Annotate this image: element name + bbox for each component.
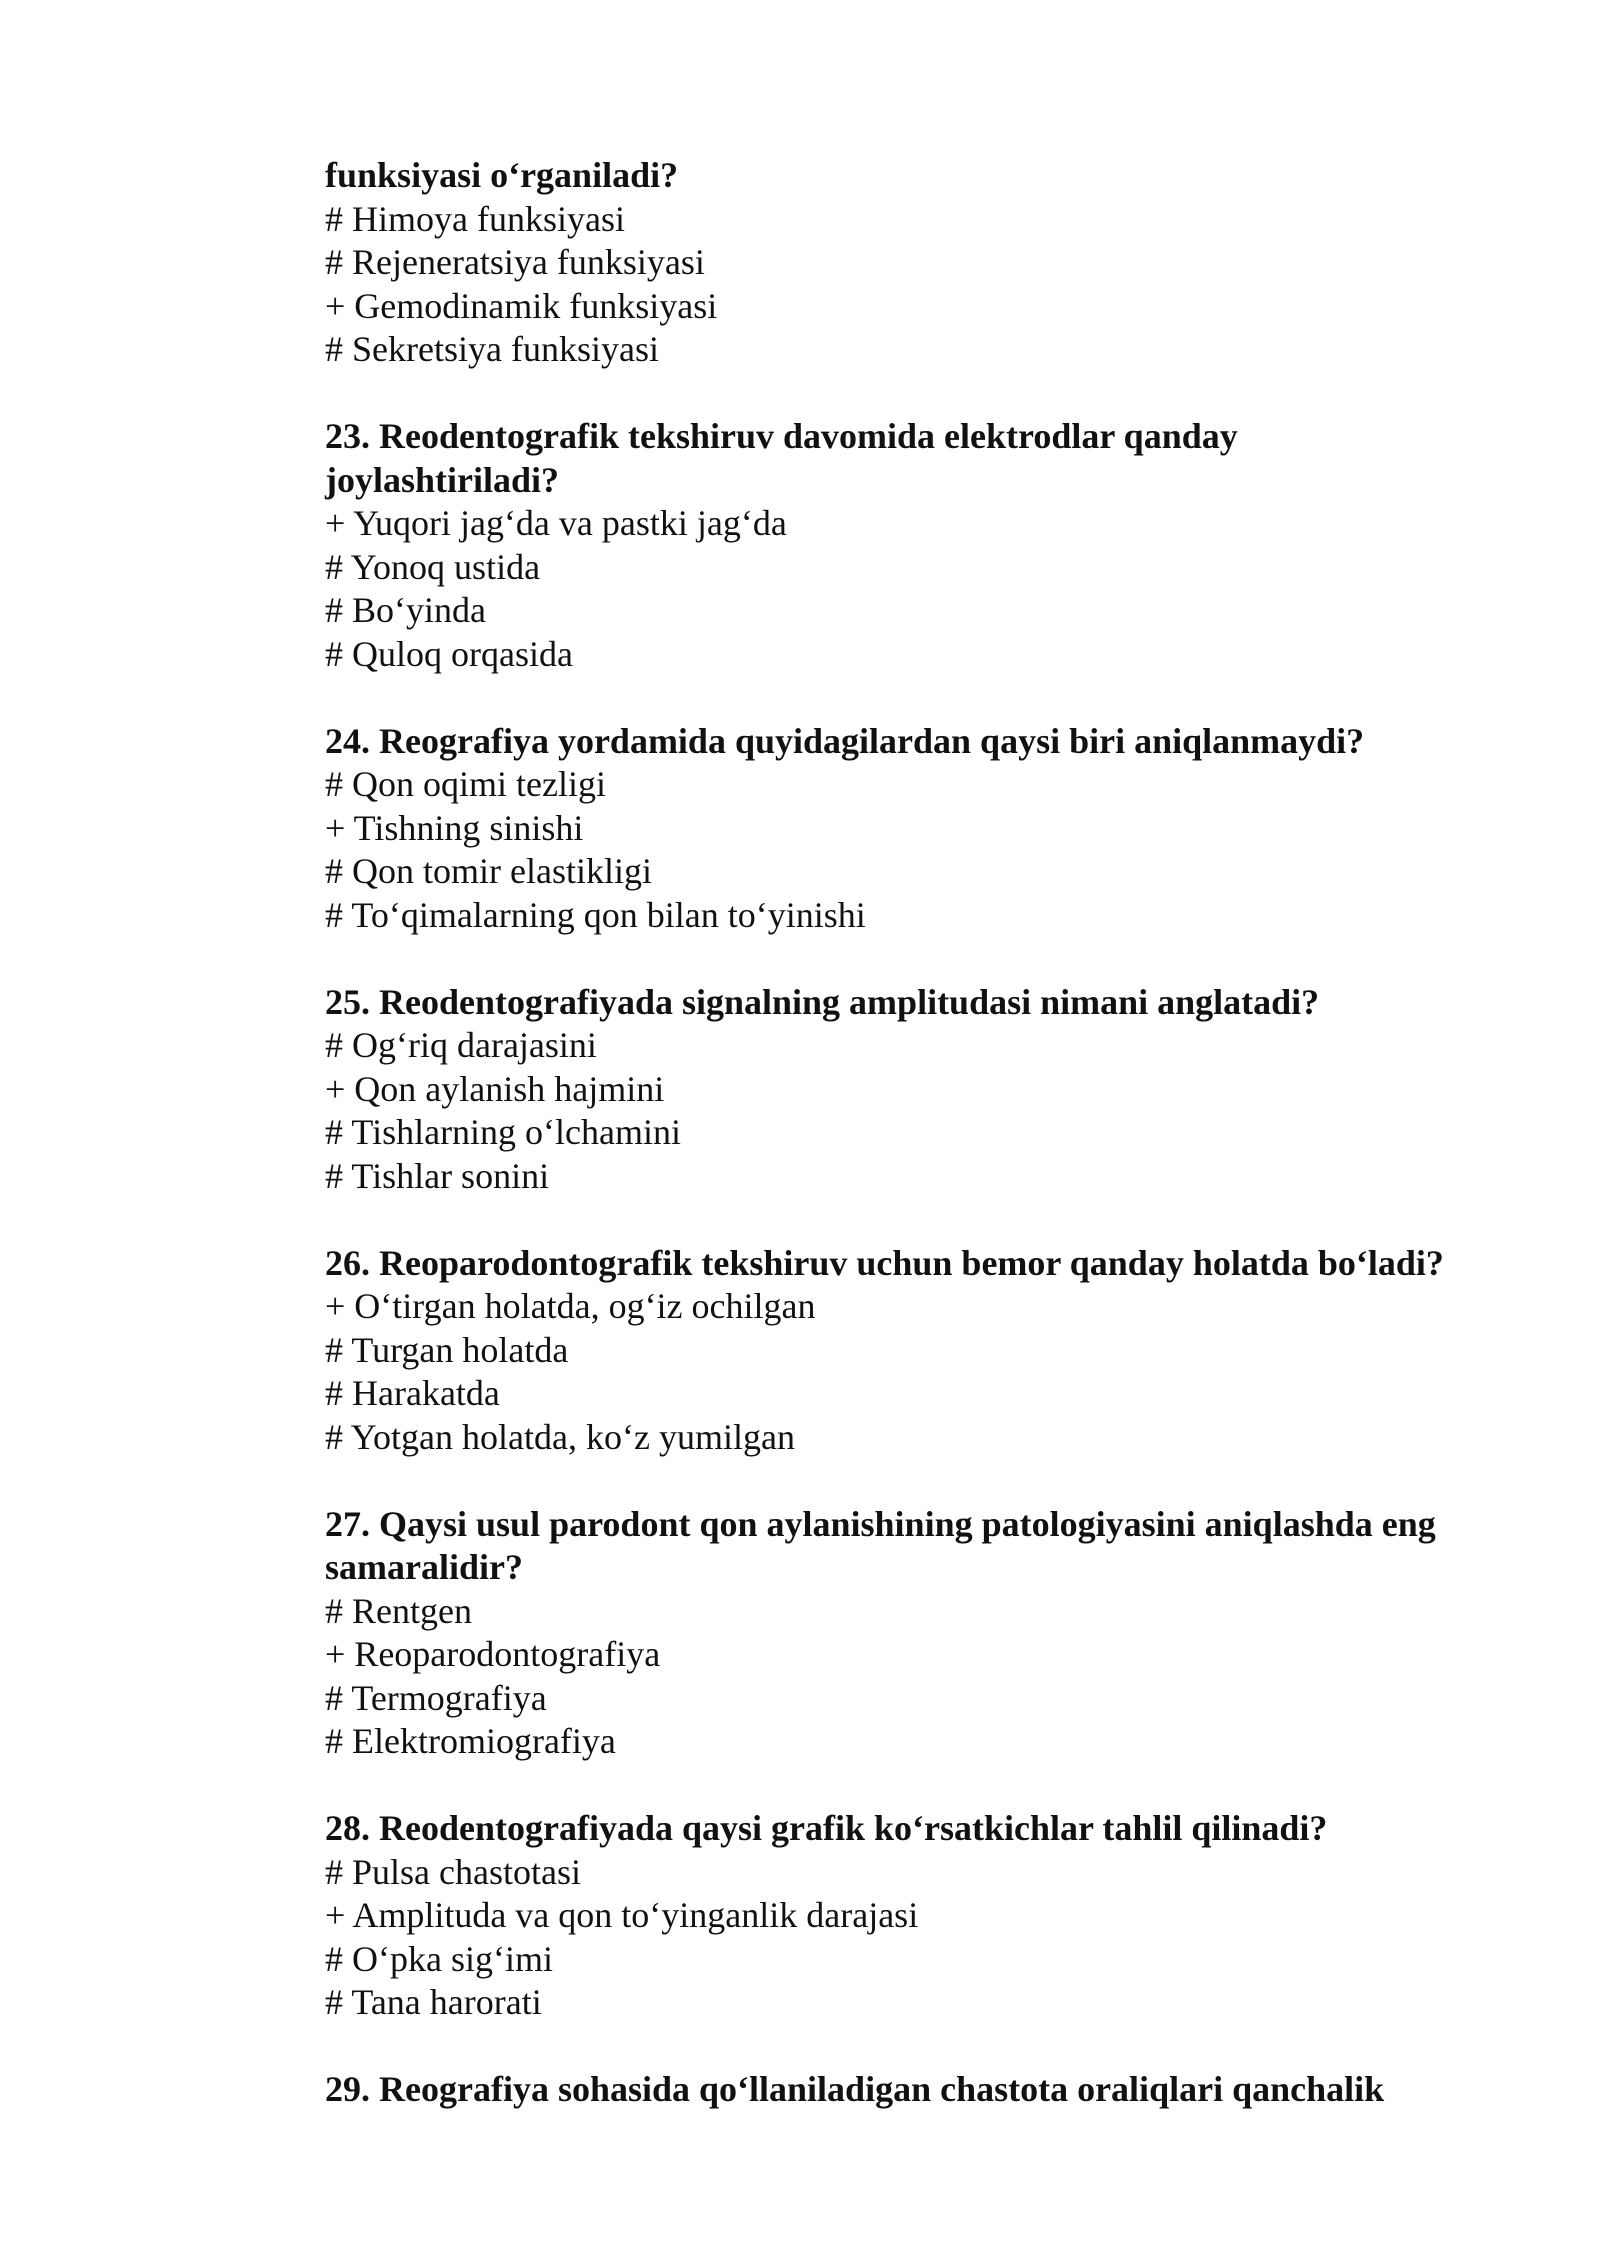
answer-option: # Sekretsiya funksiyasi: [325, 329, 659, 369]
answer-option: + Qon aylanish hajmini: [325, 1068, 665, 1109]
question-block: [325, 1242, 1515, 1460]
answer-option: # Tishlar sonini: [325, 1155, 550, 1196]
answer-option: # Og‘riq darajasini: [325, 1025, 597, 1065]
answer-option: # Bo‘yinda: [325, 590, 486, 630]
question-block: [325, 2068, 1515, 2112]
question-block: [325, 981, 1515, 1199]
question-text: 29. Reografiya sohasida qo‘llaniladigan chastota oraliqlari qanchalik: [325, 2069, 1385, 2109]
question-text: 27. Qaysi usul parodont qon aylanishining patologiyasini aniqlashda eng: [325, 1503, 1436, 1544]
answer-option: # Yotgan holatda, ko‘z yumilgan: [325, 1416, 795, 1457]
answer-option: # Yonoq ustida: [325, 546, 541, 587]
answer-option: # Qon oqimi tezligi: [325, 764, 606, 804]
answer-option: + Tishning sinishi: [325, 807, 584, 848]
answer-option: + Amplituda va qon to‘yinganlik darajasi: [325, 1895, 919, 1935]
answer-option: # Qon tomir elastikligi: [325, 851, 652, 891]
question-text: 24. Reografiya yordamida quyidagilardan qaysi biri aniqlanmaydi?: [325, 720, 1365, 761]
answer-option: # Elektromiografiya: [325, 1721, 616, 1761]
answer-option: # Turgan holatda: [325, 1329, 569, 1370]
question-text: funksiyasi o‘rganiladi?: [325, 155, 679, 195]
answer-option: # O‘pka sig‘imi: [325, 1938, 553, 1979]
question-block: [325, 415, 1515, 676]
answer-option: # To‘qimalarning qon bilan to‘yinishi: [325, 894, 866, 935]
answer-option: # Tana harorati: [325, 1982, 542, 2022]
answer-option: # Himoya funksiyasi: [325, 198, 625, 239]
answer-option: + O‘tirgan holatda, og‘iz ochilgan: [325, 1286, 816, 1326]
answer-option: # Termografiya: [325, 1677, 547, 1718]
question-block: [325, 720, 1515, 938]
question-block: [325, 1503, 1515, 1764]
answer-option: # Harakatda: [325, 1373, 500, 1413]
question-text: samaralidir?: [325, 1547, 523, 1587]
question-text: 25. Reodentografiyada signalning amplitudasi nimani anglatadi?: [325, 981, 1320, 1022]
question-text: 28. Reodentografiyada qaysi grafik ko‘rsatkichlar tahlil qilinadi?: [325, 1808, 1328, 1848]
question-text: 23. Reodentografik tekshiruv davomida elektrodlar qanday: [325, 416, 1238, 456]
answer-option: # Tishlarning o‘lchamini: [325, 1112, 682, 1152]
answer-option: # Quloq orqasida: [325, 633, 573, 674]
answer-option: # Pulsa chastotasi: [325, 1851, 581, 1892]
answer-option: + Gemodinamik funksiyasi: [325, 285, 718, 326]
answer-option: # Rejeneratsiya funksiyasi: [325, 242, 705, 282]
answer-option: + Reoparodontografiya: [325, 1634, 661, 1674]
question-text: joylashtiriladi?: [325, 459, 560, 500]
answer-option: + Yuqori jag‘da va pastki jag‘da: [325, 503, 787, 543]
question-block: [325, 154, 1515, 372]
quiz-content: [325, 154, 1515, 2112]
answer-option: # Rentgen: [325, 1590, 472, 1631]
question-block: [325, 1807, 1515, 2025]
question-text: 26. Reoparodontografik tekshiruv uchun bemor qanday holatda bo‘ladi?: [325, 1242, 1444, 1283]
